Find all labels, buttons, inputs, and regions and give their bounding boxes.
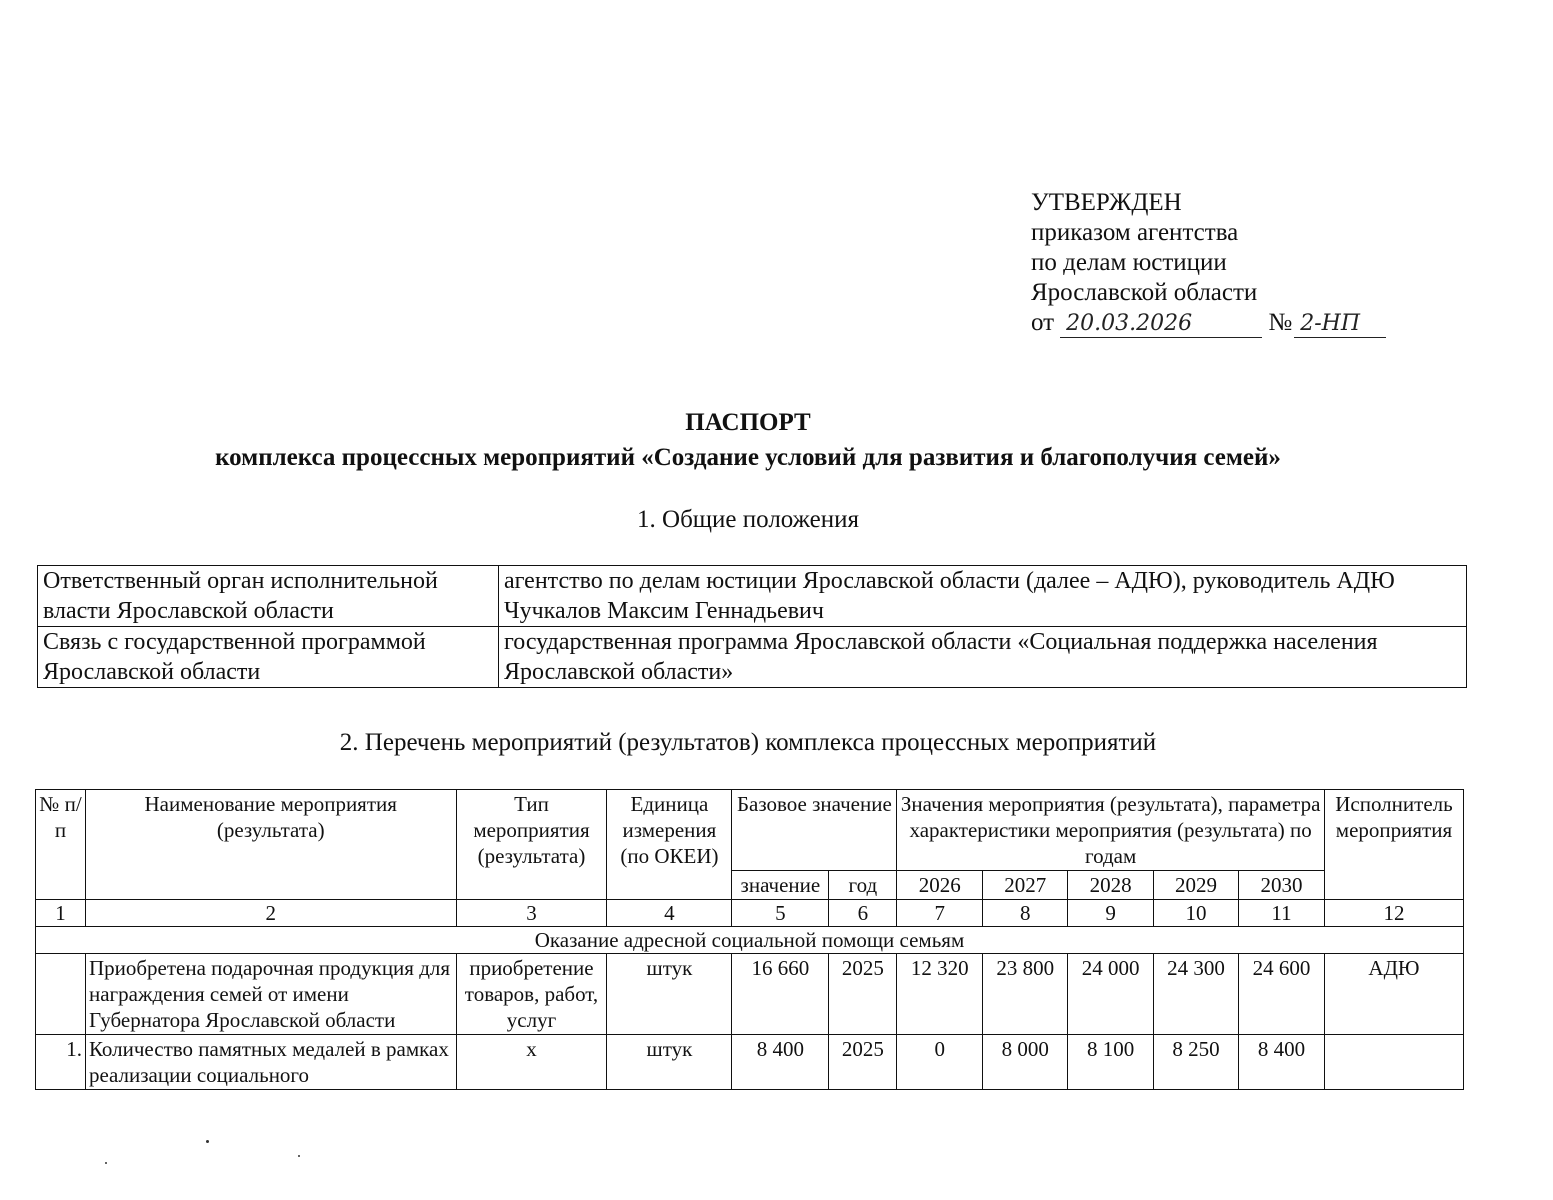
table-row xyxy=(38,566,1467,627)
header-base-value: значение xyxy=(732,871,829,900)
column-number: 9 xyxy=(1068,900,1154,927)
approval-stamp xyxy=(1031,188,1386,338)
header-year: 2026 xyxy=(897,871,983,900)
row-value-2029: 24 300 xyxy=(1154,954,1239,1035)
row-unit: штук xyxy=(607,954,732,1035)
header-year: 2028 xyxy=(1068,871,1154,900)
section2-heading: 2. Перечень мероприятий (результатов) комплекса процессных мероприятий xyxy=(339,729,1157,756)
row-value-2028: 8 100 xyxy=(1068,1035,1154,1090)
row-type: х xyxy=(456,1035,607,1090)
column-number: 5 xyxy=(732,900,829,927)
scan-speck xyxy=(298,1155,300,1157)
approval-number: 2-НП xyxy=(1294,311,1386,338)
header-type: Тип мероприятия (результата) xyxy=(456,790,607,900)
general-value: государственная программа Ярославской области «Социальная поддержка населения Ярославской области» xyxy=(499,627,1467,688)
row-num: 1. xyxy=(36,1035,86,1090)
row-value-2027: 8 000 xyxy=(983,1035,1068,1090)
row-num xyxy=(36,954,86,1035)
approval-line: приказом агентства xyxy=(1031,219,1239,246)
column-number: 8 xyxy=(983,900,1068,927)
scan-speck xyxy=(105,1162,107,1164)
document-title: ПАСПОРТ xyxy=(685,409,811,436)
table-row xyxy=(36,954,1464,1035)
approval-from-label: от xyxy=(1031,309,1055,336)
general-provisions-table xyxy=(37,565,1467,688)
header-values: Значения мероприятия (результата), параметра характеристики мероприятия (результата) по годам xyxy=(897,790,1325,871)
header-unit: Единица измерения (по ОКЕИ) xyxy=(607,790,732,900)
row-executor: АДЮ xyxy=(1324,954,1463,1035)
header-year: 2029 xyxy=(1154,871,1239,900)
row-value-2026: 0 xyxy=(897,1035,983,1090)
row-name: Количество памятных медалей в рамках реализации социального xyxy=(85,1035,456,1090)
row-value-2026: 12 320 xyxy=(897,954,983,1035)
document-subtitle: комплекса процессных мероприятий «Создание условий для развития и благополучия семей» xyxy=(215,444,1281,471)
row-base-year: 2025 xyxy=(829,1035,897,1090)
measures-table xyxy=(35,789,1464,1090)
header-executor: Исполнитель мероприятия xyxy=(1324,790,1463,900)
row-unit: штук xyxy=(607,1035,732,1090)
column-number: 10 xyxy=(1154,900,1239,927)
table-row xyxy=(36,1035,1464,1090)
header-year: 2030 xyxy=(1239,871,1325,900)
header-year: 2027 xyxy=(983,871,1068,900)
general-label: Ответственный орган исполнительной власти Ярославской области xyxy=(38,566,499,627)
row-type: приобретение товаров, работ, услуг xyxy=(456,954,607,1035)
table-row xyxy=(38,627,1467,688)
column-number: 7 xyxy=(897,900,983,927)
approval-line: по делам юстиции xyxy=(1031,249,1227,276)
header-base: Базовое значение xyxy=(732,790,897,871)
row-base-value: 8 400 xyxy=(732,1035,829,1090)
column-number-row xyxy=(36,900,1464,927)
column-number: 3 xyxy=(456,900,607,927)
general-value: агентство по делам юстиции Ярославской области (далее – АДЮ), руководитель АДЮ Чучкалов Максим Геннадьевич xyxy=(499,566,1467,627)
section-title: Оказание адресной социальной помощи семьям xyxy=(36,927,1464,954)
column-number: 11 xyxy=(1239,900,1325,927)
header-name: Наименование мероприятия (результата) xyxy=(85,790,456,900)
row-base-year: 2025 xyxy=(829,954,897,1035)
header-base-year: год xyxy=(829,871,897,900)
header-num: № п/п xyxy=(36,790,86,900)
approval-date: 20.03.2026 xyxy=(1060,311,1262,338)
column-number: 4 xyxy=(607,900,732,927)
section1-heading: 1. Общие положения xyxy=(637,506,859,533)
approval-number-label: № xyxy=(1268,309,1293,336)
row-value-2030: 24 600 xyxy=(1239,954,1325,1035)
row-value-2030: 8 400 xyxy=(1239,1035,1325,1090)
column-number: 1 xyxy=(36,900,86,927)
scan-speck xyxy=(206,1140,209,1143)
row-base-value: 16 660 xyxy=(732,954,829,1035)
column-number: 6 xyxy=(829,900,897,927)
general-label: Связь с государственной программой Ярославской области xyxy=(38,627,499,688)
column-number: 2 xyxy=(85,900,456,927)
section-title-row xyxy=(36,927,1464,954)
row-value-2029: 8 250 xyxy=(1154,1035,1239,1090)
approval-line: Ярославской области xyxy=(1031,279,1258,306)
column-number: 12 xyxy=(1324,900,1463,927)
approval-title: УТВЕРЖДЕН xyxy=(1031,189,1182,216)
row-executor xyxy=(1324,1035,1463,1090)
header-row xyxy=(36,790,1464,871)
row-name: Приобретена подарочная продукция для награждения семей от имени Губернатора Ярославской области xyxy=(85,954,456,1035)
row-value-2028: 24 000 xyxy=(1068,954,1154,1035)
row-value-2027: 23 800 xyxy=(983,954,1068,1035)
approval-date-line xyxy=(1031,308,1386,338)
